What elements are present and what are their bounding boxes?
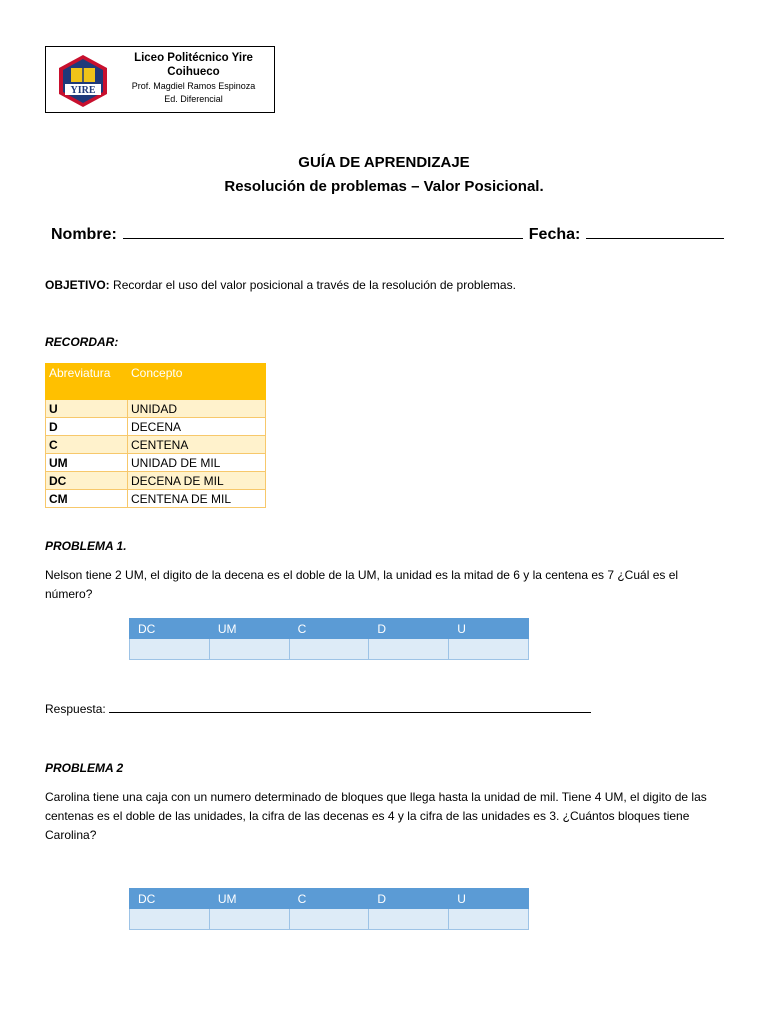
school-name: Liceo Politécnico Yire Coihueco xyxy=(134,52,253,78)
abbr-cell: DC xyxy=(46,472,128,490)
teacher-name: Prof. Magdiel Ramos Espinoza xyxy=(131,81,256,91)
table-row xyxy=(46,490,266,508)
abbr-cell: UM xyxy=(46,454,128,472)
department: Ed. Diferencial xyxy=(164,94,223,104)
pv-answer-cell[interactable] xyxy=(209,909,289,930)
answer-field[interactable] xyxy=(109,703,591,713)
pv-header: U xyxy=(449,619,529,639)
table-row xyxy=(46,418,266,436)
problem2-label: PROBLEMA 2 xyxy=(45,761,124,775)
problem1-label: PROBLEMA 1. xyxy=(45,539,127,553)
name-field[interactable] xyxy=(123,225,523,239)
answer-label: Respuesta: xyxy=(45,702,106,716)
page-subtitle: Resolución de problemas – Valor Posicional. xyxy=(224,178,544,195)
pv-answer-cell[interactable] xyxy=(369,639,449,660)
name-date-row xyxy=(51,225,731,244)
abbr-cell: D xyxy=(46,418,128,436)
abbr-cell: CM xyxy=(46,490,128,508)
pv-answer-cell[interactable] xyxy=(209,639,289,660)
pv-answer-cell[interactable] xyxy=(289,909,369,930)
pv-answer-cell[interactable] xyxy=(369,909,449,930)
objective-label: OBJETIVO: xyxy=(45,278,110,292)
pv-header: U xyxy=(449,889,529,909)
concept-cell: CENTENA DE MIL xyxy=(128,490,266,508)
pv-answer-cell[interactable] xyxy=(130,909,210,930)
concept-cell: DECENA DE MIL xyxy=(128,472,266,490)
problem2-place-value-table xyxy=(129,888,529,930)
pv-header: UM xyxy=(209,619,289,639)
pv-header: D xyxy=(369,619,449,639)
concept-header: Concepto xyxy=(128,364,266,400)
date-label: Fecha: xyxy=(528,226,581,243)
date-field[interactable] xyxy=(586,225,724,239)
school-logo-icon xyxy=(54,53,112,109)
answer-row xyxy=(45,702,591,716)
pv-header: UM xyxy=(209,889,289,909)
pv-answer-cell[interactable] xyxy=(449,639,529,660)
pv-answer-cell[interactable] xyxy=(130,639,210,660)
school-header xyxy=(45,46,275,113)
abbreviation-table xyxy=(45,363,266,508)
abbr-cell: U xyxy=(46,400,128,418)
pv-answer-cell[interactable] xyxy=(289,639,369,660)
abbr-cell: C xyxy=(46,436,128,454)
concept-cell: UNIDAD xyxy=(128,400,266,418)
pv-answer-cell[interactable] xyxy=(449,909,529,930)
page-title: GUÍA DE APRENDIZAJE xyxy=(298,154,470,171)
pv-header: DC xyxy=(130,889,210,909)
table-row xyxy=(46,472,266,490)
problem1-place-value-table xyxy=(129,618,529,660)
table-row xyxy=(46,436,266,454)
table-row xyxy=(46,454,266,472)
table-row xyxy=(46,400,266,418)
pv-header: C xyxy=(289,619,369,639)
recordar-label: RECORDAR: xyxy=(45,335,119,349)
logo-text: YIRE xyxy=(70,85,96,96)
pv-header: D xyxy=(369,889,449,909)
objective-text: Recordar el uso del valor posicional a través de la resolución de problemas. xyxy=(113,278,516,292)
concept-cell: DECENA xyxy=(128,418,266,436)
pv-header: DC xyxy=(130,619,210,639)
name-label: Nombre: xyxy=(51,226,117,243)
problem2-text: Carolina tiene una caja con un numero determinado de bloques que llega hasta la unidad de mil. Tiene 4 UM, el digito de las centenas es el doble de las unidades, la cifra de las decenas es 4 y la cifra de las unidades es 3. ¿Cuántos bloques tiene Carolina? xyxy=(45,790,707,842)
concept-cell: CENTENA xyxy=(128,436,266,454)
concept-cell: UNIDAD DE MIL xyxy=(128,454,266,472)
objective xyxy=(45,276,516,295)
pv-header: C xyxy=(289,889,369,909)
problem1-text: Nelson tiene 2 UM, el digito de la decena es el doble de la UM, la unidad es la mitad de 6 y la centena es 7 ¿Cuál es el número? xyxy=(45,568,679,601)
abbr-header: Abreviatura xyxy=(46,364,128,400)
